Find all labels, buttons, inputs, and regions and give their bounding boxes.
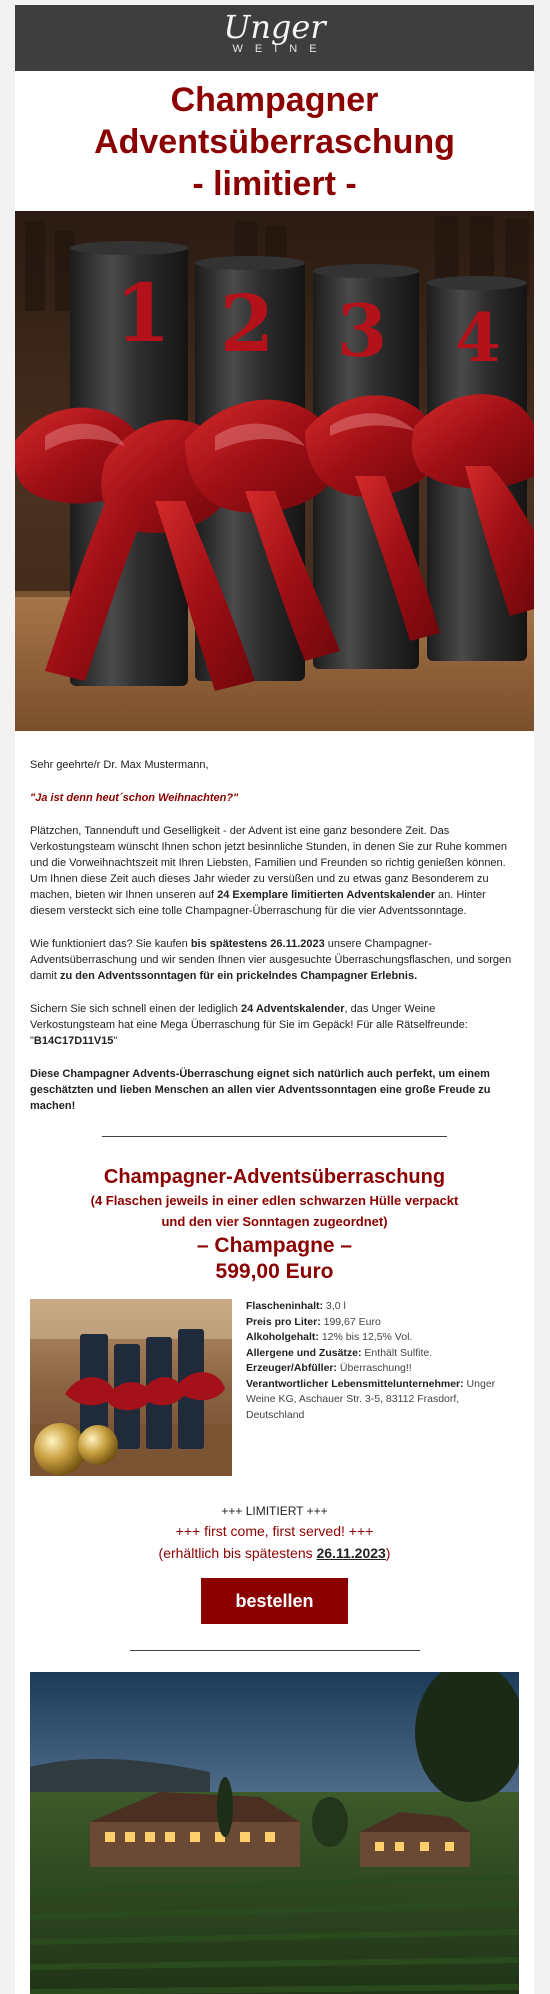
spec-key: Flascheninhalt: [246,1300,324,1312]
paragraph-secure-text-end: " [113,1035,118,1047]
product-image[interactable] [30,1299,232,1476]
paragraph-gift: Diese Champagner Advents-Überraschung eignet sich natürlich auch perfekt, um einem geschätzten und lieben Menschen an allen vier Adventssonntagen eine große Freude zu machen! [30,1068,491,1112]
spec-value: 12% bis 12,5% Vol. [318,1331,413,1343]
offer-price: 599,00 Euro [215,1260,334,1283]
title-line-3: - limitiert - [192,165,357,203]
spec-allergens [246,1346,519,1362]
order-button[interactable]: bestellen [201,1578,348,1624]
paragraph-secure-text: Sichern Sie sich schnell einen der lediglich [30,1003,241,1015]
offer-subtitle-2: und den vier Sonntagen zugeordnet) [161,1214,388,1229]
offer-category: – Champagne – [196,1234,353,1257]
spec-key: Alkoholgehalt: [246,1331,319,1343]
spec-value: 3,0 l [323,1300,346,1312]
logo-subtitle: WEINE [232,43,329,55]
deadline-highlight: bis spätestens 26.11.2023 [190,938,325,950]
paragraph-intro-text-end: an. Hinter diesem versteckt sich eine tolle Champagner-Überraschung für die vier Adventssonntage. [30,889,486,917]
availability-date-link[interactable]: 26.11.2023 [316,1545,386,1561]
product-specs [232,1299,519,1476]
riddle-code: B14C17D11V15 [33,1035,114,1047]
logo-wordmark[interactable]: Unger [223,8,326,46]
experience-highlight: zu den Adventssonntagen für ein prickelndes Champagner Erlebnis. [59,970,418,982]
spec-key: Allergene und Zusätze: [246,1346,362,1359]
spec-value: Enthält Sulfite. [361,1346,433,1359]
hero-image-advent-tubes[interactable] [15,211,534,731]
spec-volume [246,1299,519,1315]
divider-bottom [130,1650,420,1651]
spec-alcohol [246,1330,519,1346]
svg-text:2: 2 [220,279,275,370]
svg-text:4: 4 [455,299,501,377]
header-bar [15,5,534,71]
product-details [15,1285,534,1476]
paragraph-secure [30,1001,519,1049]
title-line-2: Adventsüberraschung [94,123,455,161]
limited-count-highlight: 24 Exemplare limitierten Adventskalender [217,889,435,901]
paragraph-how-it-works [30,936,519,984]
paragraph-how-text: Wie funktioniert das? Sie kaufen [30,938,191,950]
spec-value: 199,67 Euro [320,1315,381,1328]
greeting: Sehr geehrte/r Dr. Max Mustermann, [30,759,209,771]
limited-notice [15,1476,534,1564]
quote: "Ja ist denn heut´schon Weihnachten?" [30,792,239,804]
estate-image[interactable] [30,1672,519,1994]
paragraph-intro [30,823,519,919]
spec-producer [246,1361,519,1377]
offer-section [15,1137,534,1285]
paragraph-how-text-mid: unsere Champagner-Adventsüberraschung und wir senden Ihnen vier ausgesuchte Überraschungsflaschen, und sorgen damit [30,938,512,982]
newsletter-container [15,5,534,1994]
availability-label [15,1542,534,1564]
availability-text-end: ) [385,1545,391,1561]
spec-price-per-liter [246,1315,519,1331]
offer-title: Champagner-Adventsüberraschung [103,1166,446,1188]
limited-label: +++ LIMITIERT +++ [221,1504,328,1518]
availability-text: (erhältlich bis spätestens [158,1545,317,1561]
calendar-count-highlight: 24 Adventskalender [240,1003,345,1015]
paragraph-secure-text-mid: , das Unger Weine Verkostungsteam hat eine Mega Überraschung für Sie im Gepäck! Für alle Rätselfreunde: " [30,1003,468,1047]
spec-responsible [246,1377,519,1424]
page-title [15,71,534,211]
first-come-label: +++ first come, first served! +++ [175,1523,374,1539]
spec-value: Überraschung!! [337,1362,412,1374]
svg-text:3: 3 [337,288,388,373]
spec-key: Erzeuger/Abfüller: [246,1362,338,1374]
spec-value: Unger Weine KG, Aschauer Str. 3-5, 83112 Frasdorf, Deutschland [246,1377,496,1421]
paragraph-intro-text: Plätzchen, Tannenduft und Geselligkeit - der Advent ist eine ganz besondere Zeit. Das Verkostungsteam wünscht Ihnen schon jetzt besinnliche Stunden, in denen Sie zur Ruhe kommen und die Vorweihnachtszeit mit Ihren Liebsten, Familien und Freunden so richtig genießen können. Um Ihnen diese Zeit auch dieses Jahr wieder zu versüßen und zu etwas ganz Besonderem zu machen, bieten wir Ihnen unseren auf [30,825,507,901]
title-line-1: Champagner [170,81,379,119]
svg-text:1: 1 [115,266,171,360]
spec-key: Preis pro Liter: [246,1315,321,1328]
letter-body [15,731,534,1114]
offer-subtitle-1: (4 Flaschen jeweils in einer edlen schwarzen Hülle verpackt [90,1193,459,1208]
spec-key: Verantwortlicher Lebensmittelunternehmer: [246,1377,464,1390]
